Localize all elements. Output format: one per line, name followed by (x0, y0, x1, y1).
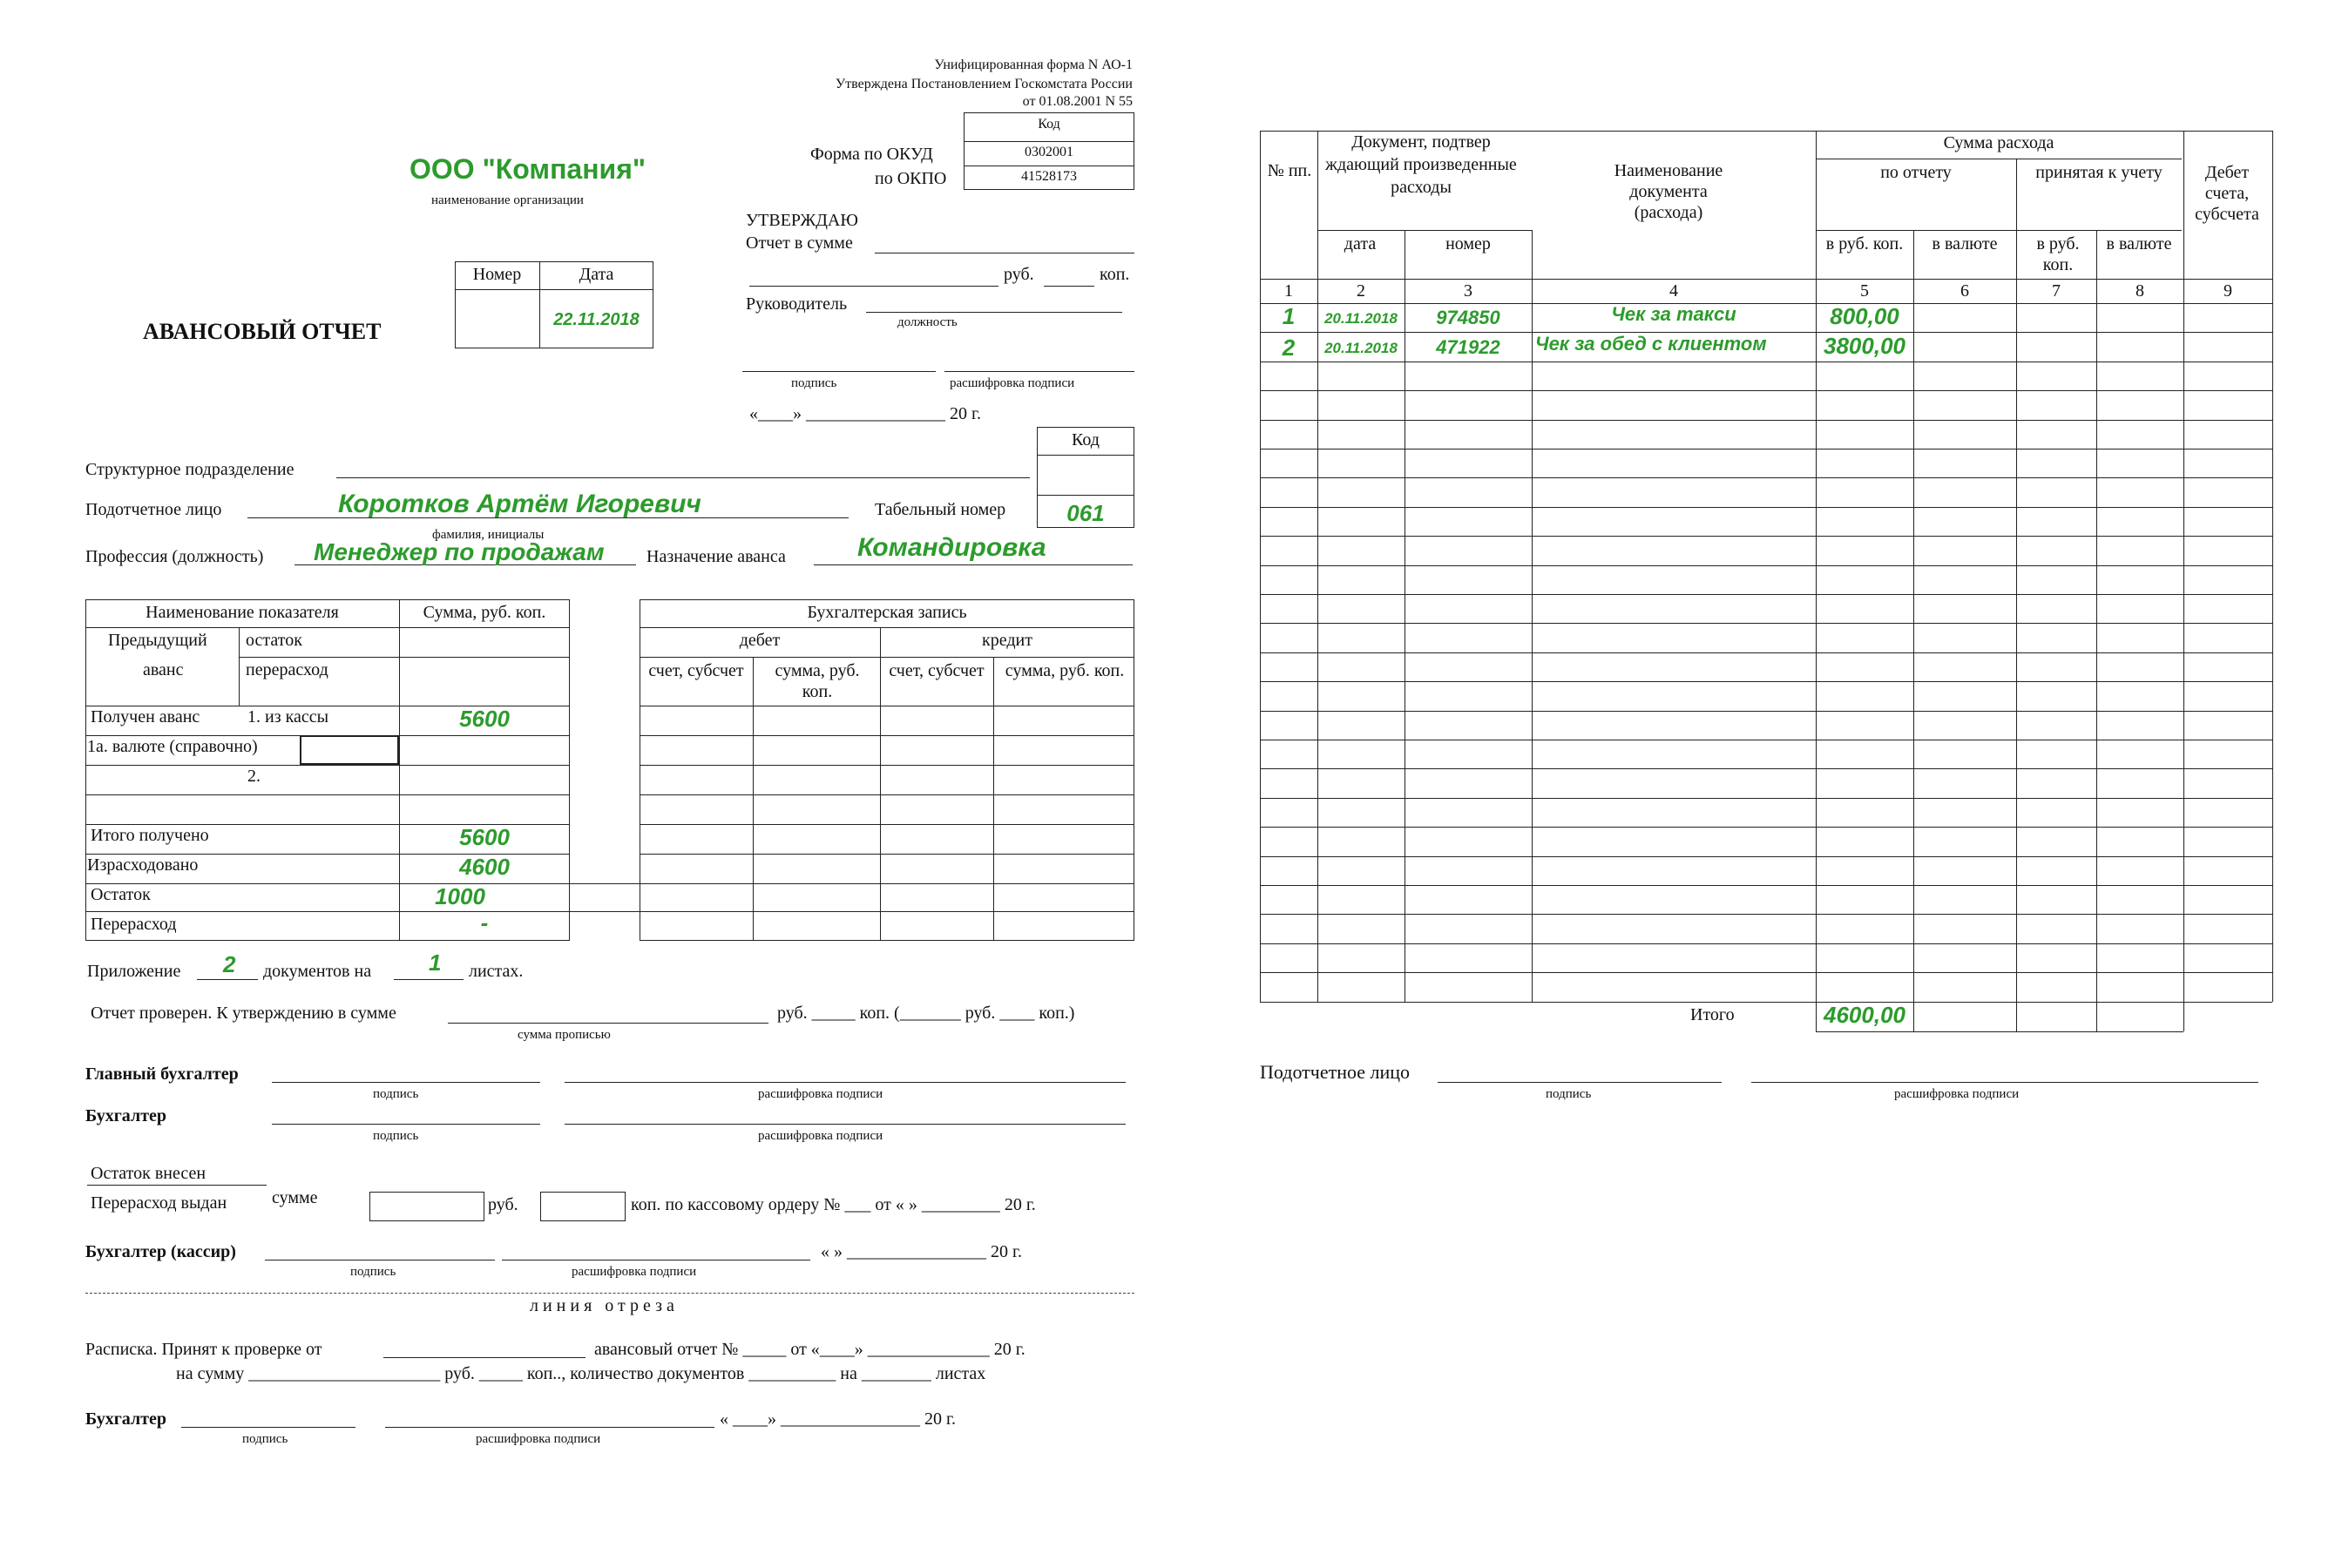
from-cash-value: 5600 (459, 706, 510, 732)
col-line (1317, 131, 1318, 1002)
table-right-border (2272, 131, 2273, 1002)
row-line (1260, 768, 2272, 769)
colnum-2: 2 (1357, 281, 1365, 301)
approve-kop: коп. (1100, 265, 1130, 284)
remainder-label: Остаток (91, 885, 151, 904)
col-report-header: по отчету (1880, 163, 1952, 182)
receipt-line1a: Расписка. Принят к проверке от (85, 1340, 322, 1359)
row1-date: 20.11.2018 (1324, 310, 1398, 327)
colnum-4: 4 (1669, 281, 1678, 301)
receipt-sign-caption: подпись (242, 1432, 288, 1446)
row1-num: 1 (1282, 303, 1296, 329)
colnum-1: 1 (1284, 281, 1293, 301)
row2-name: Чек за обед с клиентом (1535, 333, 1767, 355)
col-indicator-name: Наименование показателя (146, 603, 339, 622)
col-line (1913, 230, 1914, 1031)
chief-label: Главный бухгалтер (85, 1064, 239, 1084)
approve-sign-caption: подпись (791, 376, 837, 390)
debit-account-header: счет, субсчет (648, 661, 744, 680)
credit-label: кредит (982, 631, 1032, 650)
cashier-decode-caption: расшифровка подписи (572, 1265, 697, 1279)
account-person-label: Подотчетное лицо (85, 500, 222, 519)
org-caption: наименование организации (431, 193, 584, 207)
sum-word: сумме (272, 1188, 318, 1207)
expense-decode-caption: расшифровка подписи (1894, 1087, 2020, 1101)
total-received-value: 5600 (459, 824, 510, 850)
tab-kod-label: Код (1072, 430, 1100, 449)
col-sum-header: Сумма расхода (1943, 133, 2054, 152)
credit-account-header: счет, субсчет (889, 661, 985, 680)
row-line (1260, 536, 2272, 537)
row2-number: 471922 (1436, 336, 1500, 358)
row-line (1260, 1002, 2272, 1003)
overspend-label: Перерасход (91, 915, 177, 934)
receipt-line1b: авансовый отчет № _____ от «____» ______________ 20 г. (594, 1340, 1025, 1359)
col8-cur-header: в валюте (2106, 234, 2172, 253)
col-line (2183, 131, 2184, 1031)
col-accepted-header: принятая к учету (2035, 163, 2163, 182)
rub-box (369, 1192, 484, 1221)
profession-value: Менеджер по продажам (314, 538, 605, 565)
received-label: Получен аванс (91, 707, 200, 727)
cashier-label: Бухгалтер (кассир) (85, 1242, 236, 1261)
checked-caption: сумма прописью (518, 1028, 611, 1042)
okpo-label: по ОКПО (875, 169, 947, 188)
approve-rub: руб. (1004, 265, 1034, 284)
position-caption: должность (897, 315, 958, 329)
spent-label: Израсходовано (87, 855, 199, 875)
tab-number-value: 061 (1066, 500, 1105, 526)
row-line (1260, 711, 2272, 712)
checked-text: Отчет проверен. К утверждению в сумме (91, 1004, 396, 1023)
row-line (1260, 943, 2272, 944)
credit-amount-header: сумма, руб. коп. (1005, 661, 1125, 680)
account-person-value: Коротков Артём Игоревич (338, 490, 701, 518)
receipt-date: « ____» ________________ 20 г. (720, 1409, 956, 1429)
col-num-header: № пп. (1267, 161, 1312, 180)
cashier-date: « » ________________ 20 г. (821, 1242, 1022, 1261)
fio-caption: фамилия, инициалы (432, 528, 545, 542)
col7-rub-header: в руб. коп. (2036, 234, 2080, 274)
receipt-decode-caption: расшифровка подписи (476, 1432, 601, 1446)
approve-sum-label: Отчет в сумме (746, 233, 853, 253)
receipt-accountant: Бухгалтер (85, 1409, 167, 1429)
currency-box (300, 735, 399, 765)
cut-line-label: линия отреза (530, 1296, 679, 1315)
approve-decode-caption: расшифровка подписи (950, 376, 1075, 390)
total-value: 4600,00 (1824, 1002, 1905, 1028)
colnum-5: 5 (1860, 281, 1869, 301)
currency-label: 1а. валюте (справочно) (87, 737, 258, 756)
approve-title: УТВЕРЖДАЮ (746, 211, 858, 230)
rub-box-label: руб. (488, 1195, 518, 1214)
kop-box (540, 1192, 626, 1221)
row-line (1260, 390, 2272, 391)
doc-subheader-line (1317, 230, 1532, 231)
purpose-value: Командировка (857, 533, 1046, 562)
attachment-label3: листах. (469, 962, 524, 981)
attachment-docs-value: 2 (223, 951, 236, 977)
okud-label: Форма по ОКУД (810, 145, 933, 164)
row-line (1260, 972, 2272, 973)
row-line (1260, 827, 2272, 828)
colnum-3: 3 (1464, 281, 1472, 301)
overspend-value: - (480, 909, 489, 936)
colnum-8: 8 (2136, 281, 2144, 301)
number-label: Номер (472, 265, 522, 284)
tab-number-label: Табельный номер (875, 500, 1006, 519)
row-line (1260, 565, 2272, 566)
row1-number: 974850 (1436, 307, 1500, 328)
accountant-decode-caption: расшифровка подписи (758, 1129, 883, 1143)
row-line (1260, 914, 2272, 915)
org-name: ООО "Компания" (410, 153, 646, 185)
row-line (1260, 652, 2272, 653)
from-cash-label: 1. из кассы (247, 707, 329, 727)
col-number-header: номер (1445, 234, 1491, 253)
pererashod-word: перерасход (246, 660, 328, 679)
date-label: Дата (579, 265, 614, 284)
row2-sum: 3800,00 (1824, 333, 1905, 359)
row-line (1260, 681, 2272, 682)
row2-date: 20.11.2018 (1324, 340, 1398, 356)
approve-date-line: «____» ________________ 20 г. (749, 404, 981, 423)
total-row-bottom (1816, 1031, 2183, 1032)
prev-label: Предыдущий (108, 631, 207, 650)
colnum-6: 6 (1960, 281, 1969, 301)
total-received-label: Итого получено (91, 826, 209, 845)
col6-cur-header: в валюте (1932, 234, 1998, 253)
chief-decode-caption: расшифровка подписи (758, 1087, 883, 1101)
row-line (1260, 477, 2272, 478)
col-debit-header: Дебет счета, субсчета (2195, 163, 2259, 224)
order-text: коп. по кассовому ордеру № ___ от « » _________ 20 г. (631, 1195, 1036, 1214)
chief-sign-caption: подпись (373, 1087, 419, 1101)
row-line (1260, 856, 2272, 857)
head-label: Руководитель (746, 294, 848, 314)
doc-title: АВАНСОВЫЙ ОТЧЕТ (143, 319, 382, 344)
avans-label: аванс (143, 660, 184, 679)
struct-label: Структурное подразделение (85, 460, 294, 479)
row-line (1260, 594, 2272, 595)
expense-sign-caption: подпись (1546, 1087, 1592, 1101)
remainder-deposited-label: Остаток внесен (91, 1164, 206, 1183)
form-code-line1: Унифицированная форма N АО-1 (934, 57, 1133, 72)
row-line (1260, 420, 2272, 421)
attachment-sheets-value: 1 (429, 950, 442, 976)
col-indicator-sum: Сумма, руб. коп. (423, 603, 546, 622)
spent-value: 4600 (459, 854, 510, 880)
total-label: Итого (1690, 1005, 1735, 1024)
colnum-7: 7 (2052, 281, 2061, 301)
cashier-sign-caption: подпись (350, 1265, 396, 1279)
table-left-border (1260, 131, 1261, 1002)
profession-label: Профессия (должность) (85, 547, 264, 566)
expense-account-label: Подотчетное лицо (1260, 1061, 1411, 1083)
col-line (1816, 131, 1817, 1002)
col-name-header: Наименование документа (расхода) (1614, 161, 1723, 222)
remainder-value: 1000 (435, 883, 485, 909)
okud-value: 0302001 (1025, 145, 1073, 159)
row2-num: 2 (1282, 335, 1296, 361)
col-line (2096, 230, 2097, 1031)
form-code-line2: Утверждена Постановлением Госкомстата России (835, 77, 1133, 91)
cut-line (85, 1293, 1134, 1294)
col5-rub-header: в руб. коп. (1825, 234, 1904, 253)
colnum-9: 9 (2224, 281, 2232, 301)
accountant-sign-caption: подпись (373, 1129, 419, 1143)
date-value: 22.11.2018 (553, 310, 640, 329)
row-line (1260, 623, 2272, 624)
row-line (1260, 798, 2272, 799)
okpo-value: 41528173 (1021, 169, 1077, 184)
item2-label: 2. (247, 767, 261, 786)
col-line (1532, 230, 1533, 1002)
debit-label: дебет (739, 631, 781, 650)
attachment-label2: документов на (263, 962, 372, 981)
row-line (1260, 279, 2272, 280)
accounting-title: Бухгалтерская запись (807, 603, 967, 622)
row-line (1260, 885, 2272, 886)
checked-rub-kop: руб. _____ коп. (_______ руб. ____ коп.) (777, 1004, 1075, 1023)
col-doc-header: Документ, подтвер ждающий произведенные расходы (1325, 132, 1517, 197)
row-line (1260, 507, 2272, 508)
accountant-label: Бухгалтер (85, 1106, 167, 1125)
attachment-label1: Приложение (87, 962, 181, 981)
col-date-header: дата (1344, 234, 1377, 253)
kod-label: Код (1038, 117, 1060, 132)
sum-subheader-line2 (1816, 230, 2182, 231)
debit-amount-header: сумма, руб. коп. (775, 661, 860, 701)
receipt-line2: на сумму ______________________ руб. _____ коп.., количество документов __________ на ________ листах (176, 1364, 986, 1383)
form-code-line3: от 01.08.2001 N 55 (1022, 94, 1133, 109)
overspend-issued-label: Перерасход выдан (91, 1193, 227, 1213)
row1-sum: 800,00 (1830, 303, 1899, 329)
ostatok-word: остаток (246, 631, 302, 650)
row1-name: Чек за такси (1611, 303, 1736, 325)
purpose-label: Назначение аванса (646, 547, 786, 566)
